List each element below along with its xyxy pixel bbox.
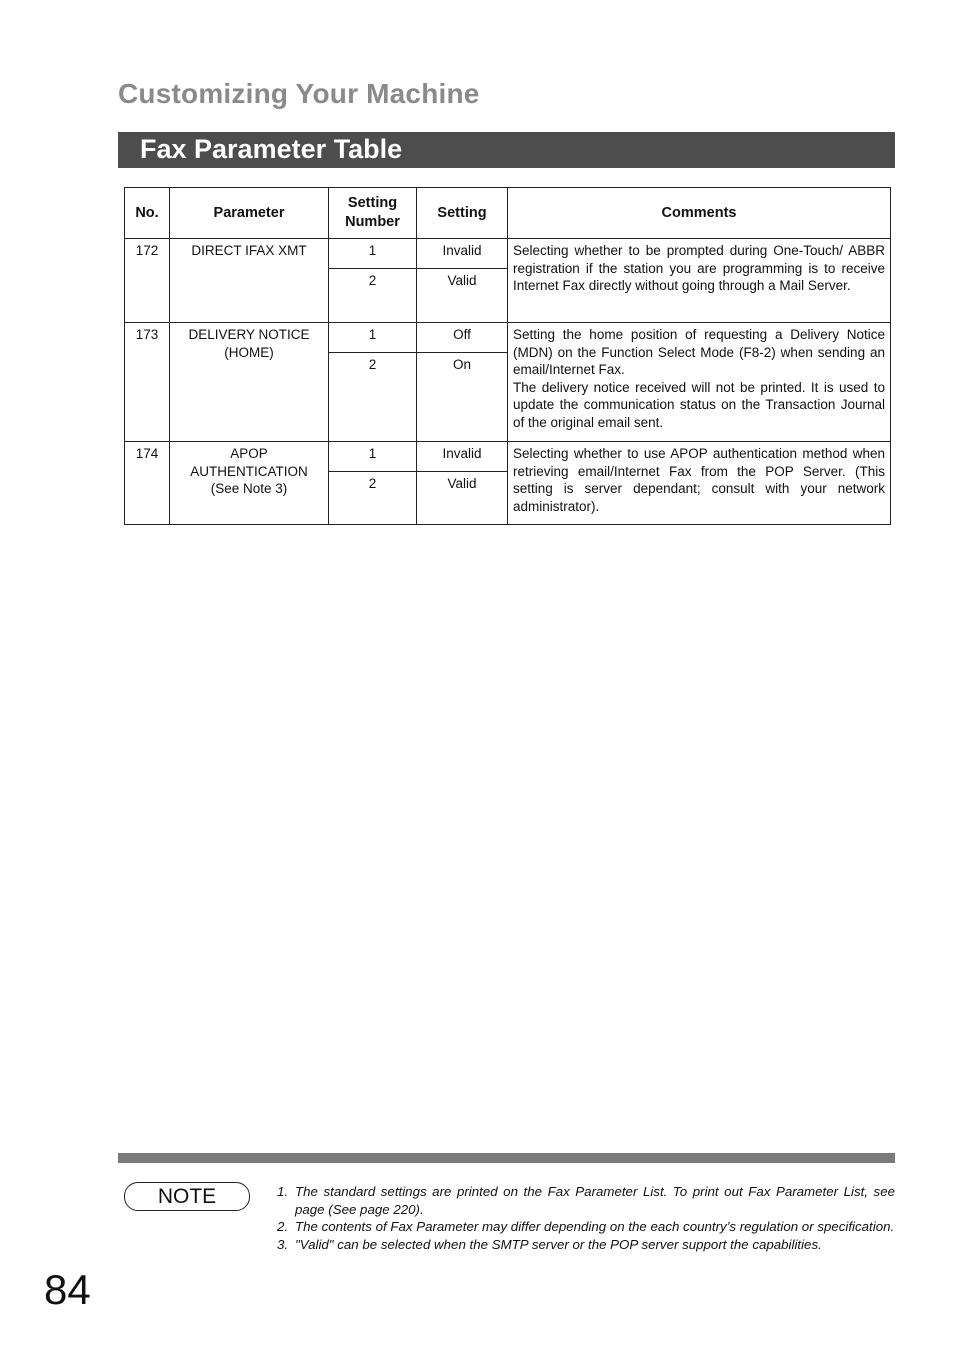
fax-parameter-table	[124, 187, 891, 525]
page-number: 84	[44, 1266, 91, 1313]
section-header-bar	[118, 132, 895, 168]
note-text: The contents of Fax Parameter may differ depending on the each country’s regulation or specification.	[295, 1219, 895, 1234]
header-parameter: Parameter	[170, 188, 329, 239]
param-no: 174	[125, 442, 170, 525]
note-badge: NOTE	[124, 1182, 250, 1211]
setting-number: 1	[329, 442, 417, 472]
setting-value: Valid	[417, 472, 508, 525]
setting-number: 1	[329, 239, 417, 269]
param-no: 173	[125, 323, 170, 442]
setting-number: 2	[329, 353, 417, 442]
setting-value: Invalid	[417, 239, 508, 269]
setting-value: On	[417, 353, 508, 442]
param-no: 172	[125, 239, 170, 323]
note-number: 3.	[277, 1236, 289, 1252]
note-divider-bar	[118, 1153, 895, 1163]
list-item	[277, 1236, 895, 1254]
param-name: APOP AUTHENTICATION (See Note 3)	[170, 442, 329, 525]
section-title: Fax Parameter Table	[140, 134, 403, 164]
table-row	[125, 323, 891, 353]
header-no: No.	[125, 188, 170, 239]
param-comment: Selecting whether to be prompted during One-Touch/ ABBR registration if the station you are programming is to receive Internet Fax directly without going through a Mail Server.	[508, 239, 891, 323]
setting-number: 2	[329, 269, 417, 323]
setting-value: Invalid	[417, 442, 508, 472]
note-list	[277, 1183, 895, 1253]
note-number: 2.	[277, 1219, 289, 1234]
header-comments: Comments	[508, 188, 891, 239]
header-setting: Setting	[417, 188, 508, 239]
param-name: DIRECT IFAX XMT	[170, 239, 329, 323]
param-name: DELIVERY NOTICE (HOME)	[170, 323, 329, 442]
setting-number: 1	[329, 323, 417, 353]
list-item	[277, 1218, 895, 1236]
chapter-title: Customizing Your Machine	[118, 78, 480, 109]
note-number: 1.	[277, 1184, 289, 1199]
table-header-row	[125, 188, 891, 239]
note-text: The standard settings are printed on the Fax Parameter List. To print out Fax Parameter List, see page (See page 220).	[295, 1184, 895, 1217]
list-item	[277, 1183, 895, 1218]
param-comment: Setting the home position of requesting a Delivery Notice (MDN) on the Function Select Mode (F8-2) when sending an email/Internet Fax. The delivery notice received will not be printed. It is used to update the communication status on the Transaction Journal of the original email sent.	[508, 323, 891, 442]
setting-number: 2	[329, 472, 417, 525]
note-text: "Valid" can be selected when the SMTP server or the POP server support the capabilities.	[295, 1236, 822, 1252]
table-row	[125, 442, 891, 472]
header-setting-number: Setting Number	[329, 188, 417, 239]
setting-value: Valid	[417, 269, 508, 323]
table-row	[125, 239, 891, 269]
param-comment: Selecting whether to use APOP authentication method when retrieving email/Internet Fax from the POP Server. (This setting is server dependant; consult with your network administrator).	[508, 442, 891, 525]
setting-value: Off	[417, 323, 508, 353]
